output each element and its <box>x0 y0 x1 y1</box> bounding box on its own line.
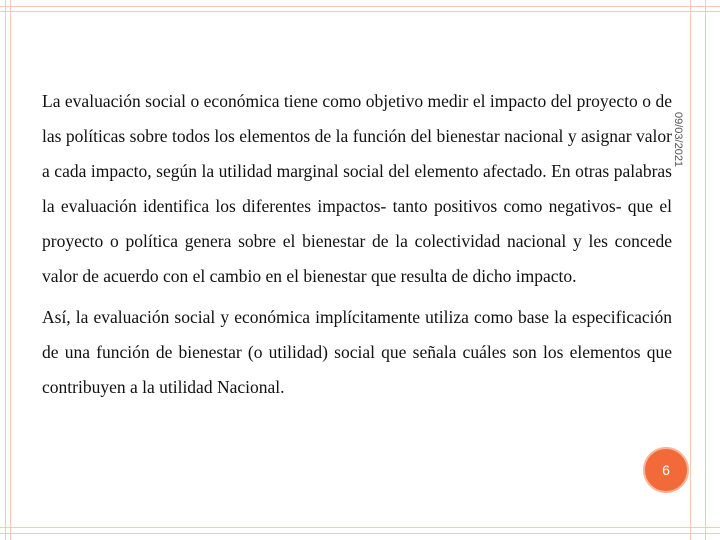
slide-date: 09/03/2021 <box>672 112 684 168</box>
paragraph-definition: La evaluación social o económica tiene como objetivo medir el impacto del proyecto o de las políticas sobre todos los elementos de la función del bienestar nacional y asignar valor a cada impacto, según la utilidad marginal social del elemento afectado. En otras palabras la evaluación identifica los diferentes impactos- tanto positivos como negativos- que el proyecto o política genera sobre el bienestar de la colectividad nacional y les concede valor de acuerdo con el cambio en el bienestar que resulta de dicho impacto. <box>42 91 672 286</box>
frame-line-left-outer <box>5 0 6 540</box>
frame-line-top-outer <box>0 6 720 7</box>
page-number-badge <box>643 447 689 493</box>
frame-line-left-inner <box>10 0 11 540</box>
frame-line-bottom-outer <box>0 533 720 534</box>
frame-line-right-outer <box>705 0 706 540</box>
page-number-label: 6 <box>662 462 670 478</box>
frame-line-top-inner <box>0 11 720 12</box>
slide-body <box>42 84 672 405</box>
frame-line-right-inner <box>690 0 691 540</box>
frame-line-bottom-inner <box>0 527 720 528</box>
paragraph-conclusion: Así, la evaluación social y económica implícitamente utiliza como base la especificación de una función de bienestar (o utilidad) social que señala cuáles son los elementos que contribuyen a la utilidad Nacional. <box>42 307 672 397</box>
